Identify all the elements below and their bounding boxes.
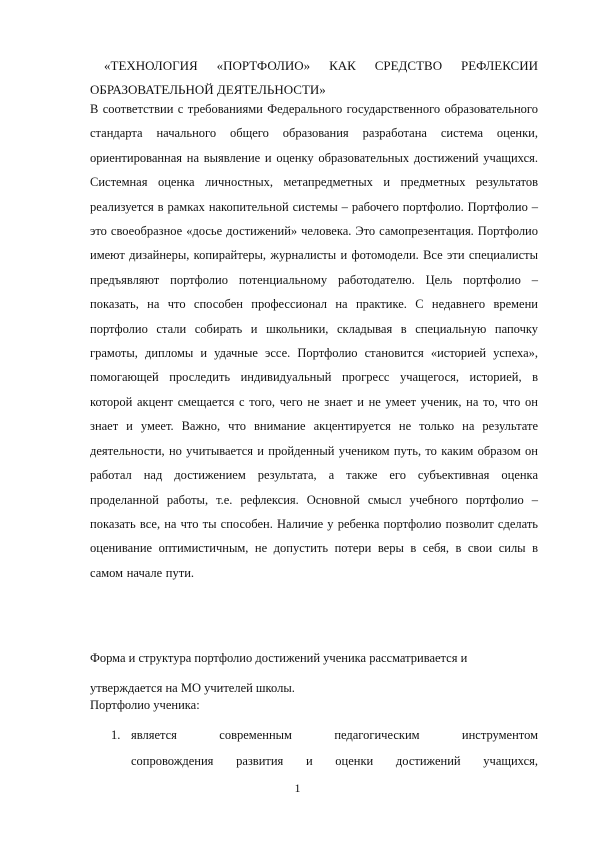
list-item xyxy=(111,722,538,774)
page-number: 1 xyxy=(294,781,301,795)
list-item-line-2: сопровождения развития и оценки достижений учащихся, xyxy=(131,754,538,768)
list-item-line-1: является современным педагогическим инструментом xyxy=(131,728,538,742)
document-title-text: «ТЕХНОЛОГИЯ «ПОРТФОЛИО» КАК СРЕДСТВО РЕФЛЕКСИИ ОБРАЗОВАТЕЛЬНОЙ ДЕЯТЕЛЬНОСТИ» xyxy=(90,58,538,97)
document-title xyxy=(90,54,538,102)
approval-line: утверждается на МО учителей школы. xyxy=(90,681,295,695)
list-item-number: 1. xyxy=(111,728,121,742)
portfolio-heading: Портфолио ученика: xyxy=(90,698,200,712)
portfolio-list xyxy=(111,722,538,774)
main-paragraph: В соответствии с требованиями Федерального государственного образовательного стандарта начального общего образования разработана система оценки, ориентированная на выявление и оценку образовательных достижений учащихся. Системная оценка личностных, метапредметных и предметных результатов реализуется в рамках накопительной системы – рабочего портфолио. Портфолио – это своеобразное «досье достижений» человека. Это самопрезентация. Портфолио имеют дизайнеры, копирайтеры, журналисты и фотомодели. Все эти специалисты предъявляют портфолио потенциальному работодателю. Цель портфолио – показать, на что способен профессионал на практике. С недавнего времени портфолио стали собирать и школьники, складывая в специальную папочку грамоты, дипломы и удачные эссе. Портфолио становится «историей успеха», помогающей проследить индивидуальный прогресс учащегося, историей, в которой акцент смещается с того, чего не знает и не умеет ученик, на то, что он знает и умеет. Важно, что внимание акцентируется не только на результате деятельности, но учитывается и пройденный учеником путь, то каким образом он работал над достижением результата, а также его субъективная оценка проделанной работы, т.е. рефлексия. Основной смысл учебного портфолио – показать все, на что ты способен. Наличие у ребенка портфолио позволит сделать оценивание оптимистичным, не допустить потери веры в себя, в свои силы в самом начале пути. xyxy=(90,102,538,580)
form-structure-line: Форма и структура портфолио достижений ученика рассматривается и xyxy=(90,651,468,665)
